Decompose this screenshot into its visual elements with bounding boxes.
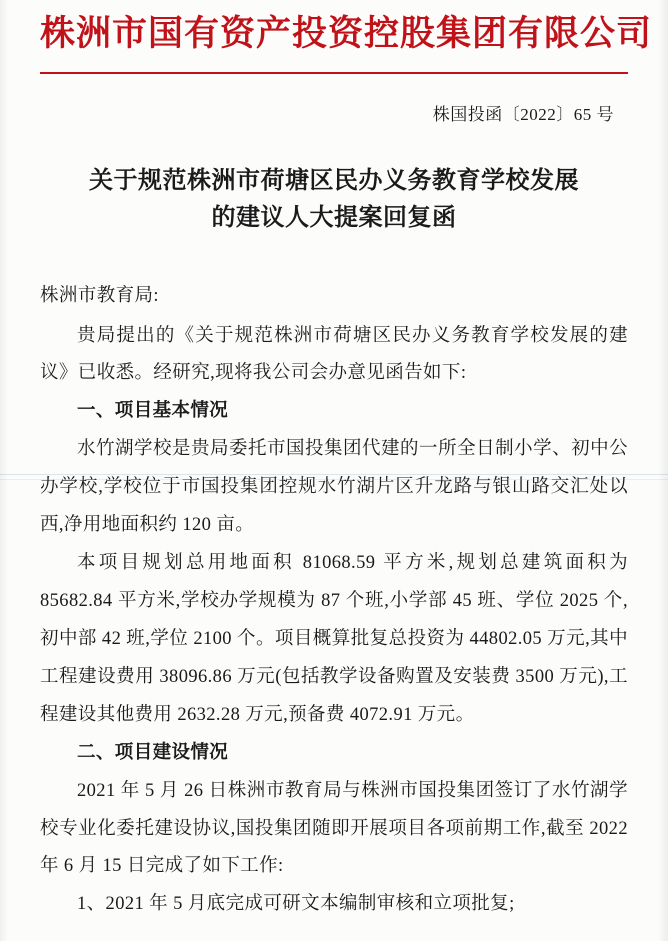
letterhead-divider	[40, 72, 628, 74]
addressee: 株洲市教育局:	[40, 285, 159, 306]
body-section-heading: 二、项目建设情况	[77, 742, 229, 763]
page-title-line-2: 的建议人大提案回复函	[211, 205, 457, 232]
body-paragraph: 本项目规划总用地面积 81068.59 平方米,规划总建筑面积为 85682.84 平方米,学校办学规模为 87 个班,小学部 45 班、学位 2025 个,初中部 42 班,学位 2100 个。项目概算批复总投资为 44802.05 万元,其中工程建设费用 38096.86 万元(包括教学设备购置及安装费 3500 万元),工程建设其他费用 2632.28 万元,预备费 4072.91 万元。	[40, 553, 628, 725]
page-title	[40, 163, 628, 237]
body-paragraph: 水竹湖学校是贵局委托市国投集团代建的一所全日制小学、初中公办学校,学校位于市国投集团控规水竹湖片区升龙路与银山路交汇处以西,净用地面积约 120 亩。	[40, 439, 628, 536]
document-number: 株国投函〔2022〕65 号	[432, 105, 614, 125]
page-title-line-1: 关于规范株洲市荷塘区民办义务教育学校发展	[89, 168, 579, 195]
letterhead	[40, 0, 653, 74]
page-edge-shadow-left	[0, 0, 8, 941]
page-edge-shadow	[658, 0, 668, 941]
body-paragraph: 贵局提出的《关于规范株洲市荷塘区民办义务教育学校发展的建议》已收悉。经研究,现将我公司会办意见函告如下:	[40, 325, 628, 384]
body-list-item: 1、2021 年 5 月底完成可研文本编制审核和立项批复;	[77, 894, 515, 915]
issuing-organization-title: 株洲市国有资产投资控股集团有限公司	[40, 14, 653, 53]
body-section-heading: 一、项目基本情况	[77, 401, 229, 422]
body-paragraph: 2021 年 5 月 26 日株洲市教育局与株洲市国投集团签订了水竹湖学校专业化委托建设协议,国投集团随即开展项目各项前期工作,截至 2022 年 6 月 15 日完成了如下工作:	[40, 780, 628, 877]
document-body	[40, 278, 628, 925]
